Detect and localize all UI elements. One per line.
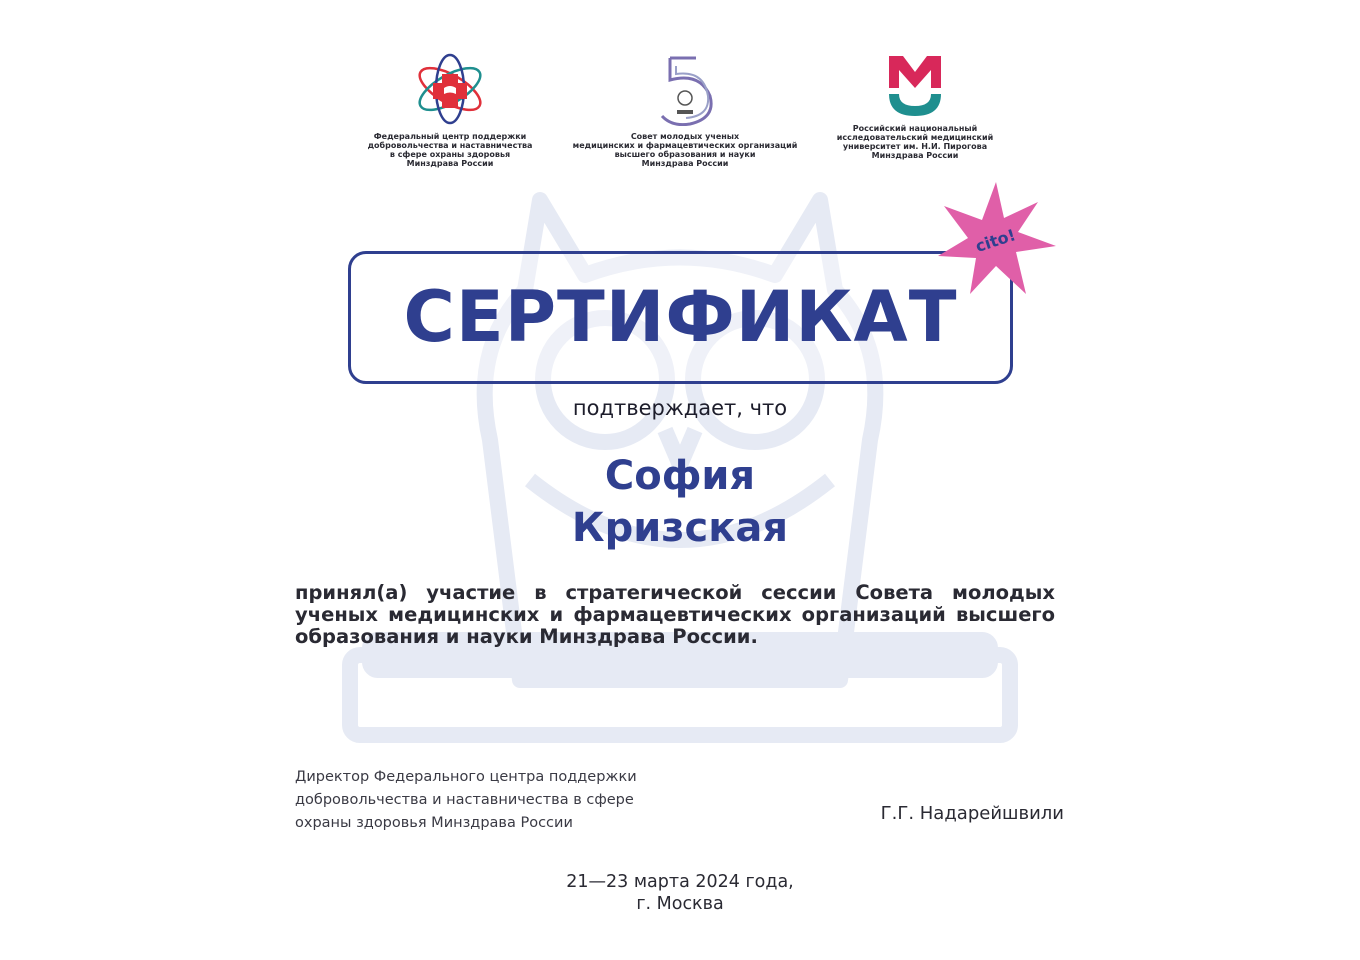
recipient-first-name: София	[604, 453, 756, 499]
event-place: г. Москва	[636, 894, 724, 914]
cito-label: cito!	[973, 225, 1018, 256]
date-place	[520, 871, 840, 915]
logo-federal-center	[350, 52, 550, 168]
event-date: 21—23 марта 2024 года,	[566, 872, 794, 892]
confirms-text: подтверждает, что	[572, 396, 788, 420]
recipient-name	[430, 450, 930, 554]
signer-position: Директор Федерального центра поддержки добровольчества и наставничества в сфере охраны здоровья Минздрава России	[295, 769, 637, 831]
certificate-body: принял(а) участие в стратегической сессии Совета молодых ученых медицинских и фармацевтических организаций высшего образования и науки Минздрава России.	[295, 581, 1055, 648]
pirogov-university-logo-icon	[883, 52, 947, 118]
recipient-last-name: Кризская	[571, 505, 789, 551]
logo-young-scientists-council	[570, 52, 800, 168]
certificate-title: СЕРТИФИКАТ	[403, 276, 958, 358]
logo-caption: Совет молодых ученых медицинских и фармацевтических организаций высшего образования и науки Минздрава России	[572, 132, 798, 168]
federal-center-volunteer-logo-icon	[410, 52, 490, 126]
young-scientists-council-5-logo-icon	[650, 52, 720, 126]
logo-caption: Российский национальный исследовательский медицинский университет им. Н.И. Пирогова Минздрава России	[836, 124, 994, 160]
cito-star-badge	[930, 182, 1058, 300]
signer-name: Г.Г. Надарейшвили	[880, 803, 1064, 824]
logo-pirogov-university	[820, 52, 1010, 160]
logo-caption: Федеральный центр поддержки добровольчества и наставничества в сфере охраны здоровья Минздрава России	[367, 132, 533, 168]
